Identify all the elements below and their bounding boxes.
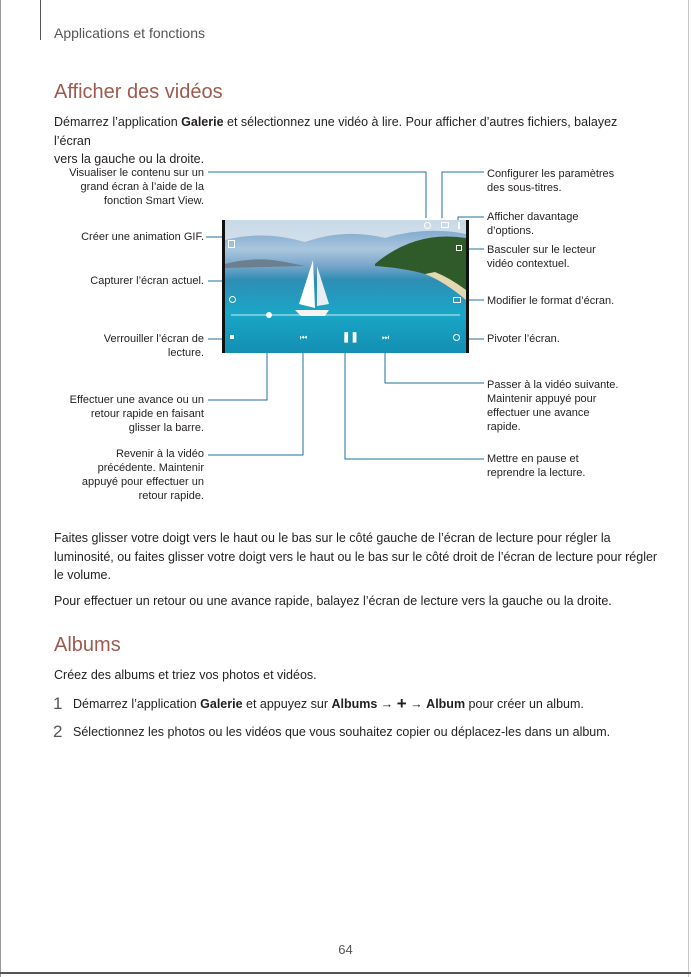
next-icon[interactable]: ⏭ — [382, 333, 390, 342]
callout-previous: Revenir à la vidéo précédente. Maintenir appuyé pour effectuer un retour rapide. — [81, 448, 204, 502]
callout-more-options: Afficher davantage d’options. — [487, 211, 579, 237]
galerie-keyword: Galerie — [181, 115, 224, 129]
lock-icon[interactable] — [230, 335, 234, 339]
popup-icon[interactable] — [456, 245, 462, 251]
add-icon: + — [396, 694, 407, 713]
callout-rotate: Pivoter l’écran. — [487, 333, 560, 345]
line-subtitles — [442, 172, 484, 218]
page-number: 64 — [338, 942, 353, 957]
callout-next: Passer à la vidéo suivante. Maintenir appuyé pour effectuer une avance rapide. — [487, 379, 619, 433]
line-pause — [345, 345, 484, 459]
callout-subtitles: Configurer les paramètres des sous-titres. — [487, 168, 615, 194]
smart-view-icon[interactable] — [424, 222, 431, 229]
callout-ratio: Modifier le format d’écran. — [487, 295, 615, 307]
subtitle-icon[interactable] — [441, 222, 449, 228]
step-2-text: Sélectionnez les photos ou les vidéos que vous souhaitez copier ou déplacez-les dans un album. — [73, 725, 611, 739]
intro-text: vers la gauche ou la droite. — [54, 152, 205, 166]
callout-gif: Créer une animation GIF. — [81, 231, 204, 243]
callout-smart-view: Visualiser le contenu sur un grand écran à l’aide de la fonction Smart View. — [69, 167, 204, 207]
albums-intro: Créez des albums et triez vos photos et vidéos. — [54, 668, 317, 682]
gif-icon[interactable] — [228, 240, 235, 248]
previous-icon[interactable]: ⏮ — [300, 333, 308, 342]
step-number: 2 — [53, 722, 63, 741]
step-number: 1 — [53, 694, 63, 713]
callout-capture: Capturer l’écran actuel. — [90, 275, 204, 287]
section-title-albums: Albums — [54, 634, 121, 656]
capture-icon[interactable] — [229, 296, 236, 303]
intro-text: Démarrez l’application — [54, 115, 182, 129]
line-smart-view — [208, 172, 426, 218]
rewind-paragraph: Pour effectuer un retour ou une avance rapide, balayez l’écran de lecture vers la gauche ou la droite. — [54, 594, 612, 608]
header-title: Applications et fonctions — [54, 25, 205, 41]
swipe-paragraph: Faites glisser votre doigt vers le haut ou le bas sur le côté gauche de l’écran de lecture pour régler la luminosité, ou faites glisser votre doigt vers le haut ou le bas sur le côté droit de l’écran de lecture pour régler le volume. — [54, 531, 658, 582]
intro-text: et sélectionnez une vidéo à lire. Pour afficher d’autres fichiers, balayez l’écran — [54, 115, 618, 148]
video-player-screen[interactable] — [222, 220, 469, 353]
step-1-text: Démarrez l’application Galerie et appuyez sur Albums → + → Album pour créer un album. — [73, 694, 584, 713]
section-title-videos: Afficher des vidéos — [54, 81, 223, 103]
callout-pause: Mettre en pause et reprendre la lecture. — [487, 453, 586, 479]
callout-popup-player: Basculer sur le lecteur vidéo contextuel. — [487, 244, 596, 270]
pause-icon[interactable]: ❚❚ — [342, 332, 359, 343]
seek-handle — [266, 312, 272, 318]
ratio-icon[interactable] — [453, 297, 461, 303]
more-icon[interactable] — [458, 222, 460, 229]
callout-lock: Verrouiller l’écran de lecture. — [103, 333, 204, 359]
rotate-icon[interactable] — [453, 334, 460, 341]
callout-seek: Effectuer une avance ou un retour rapide en faisant glisser la barre. — [69, 394, 204, 434]
